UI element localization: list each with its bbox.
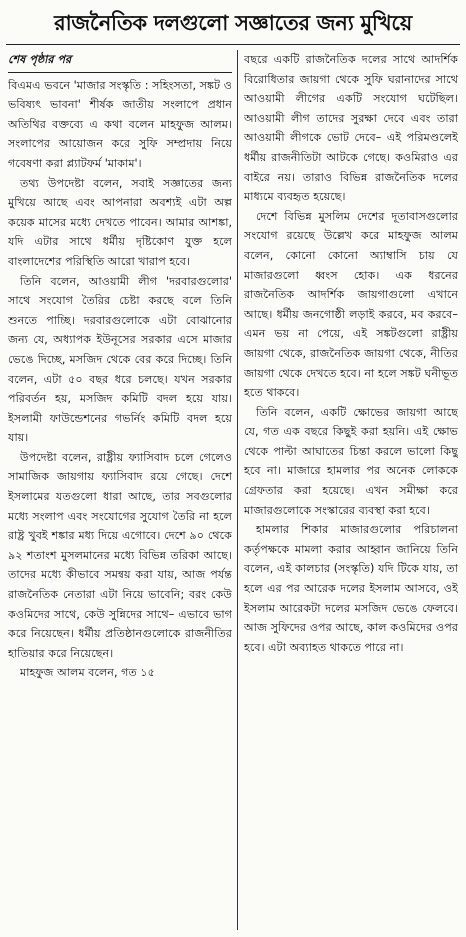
- headline-rule: [6, 44, 460, 45]
- left-column: [8, 50, 232, 931]
- paragraph: বিএমএ ভবনে 'মাজার সংস্কৃতি : সহিংসতা, সঙ্কট ও ভবিষ্যৎ ভাবনা' শীর্ষক জাতীয় সংলাপে প্রধান অতিথির বক্তব্যে এ কথা বলেন মাহফুজ আলম। সংলাপের আয়োজন করে সুফি সম্প্রদায় নিয়ে গবেষণা করা প্ল্যাটফর্ম 'মাকাম'।: [8, 78, 232, 170]
- paragraph: তিনি বলেন, আওয়ামী লীগ 'দরবারগুলোর' সাথে সংযোগ তৈরির চেষ্টা করছে বলে তিনি শুনতে পাচ্ছি। দরবারগুলোকে এটা বোঝানোর জন্য যে, অধ্যাপক ইউনূসের সরকার এসে মাজার ভেঙে দিচ্ছে, মসজিদ থেকে বের করে দিচ্ছে। তিনি বলেন, এটা ৫০ বছর ধরে চলছে। যখন সরকার পরিবর্তন হয়, মসজিদ কমিটি বদল হয়ে যায়। ইসলামী ফাউন্ডেশনের গভর্নিং কমিটি বদল হয়ে যায়।: [8, 274, 232, 445]
- column-divider: [237, 50, 238, 930]
- paragraph: তিনি বলেন, একটি ক্ষোভের জায়গা আছে যে, গত এক বছরে কিছুই করা হয়নি। এই ক্ষোভ থেকে পাল্টা আঘাতের চিন্তা করলে ভালো কিছু হবে না। মাজারে হামলার পর অনেক লোককে গ্রেফতার করা হয়েছে। এখন সমীক্ষা করে মাজারগুলোকে সংস্কারের ব্যবস্থা করা হবে।: [244, 405, 458, 517]
- paragraph: বছরে একটি রাজনৈতিক দলের সাথে আদর্শিক বিরোধিতার জায়গা থেকে সুফি ঘরানাদের সাথে আওয়ামী লীগের একটি সংযোগ ঘটেছিল। আওয়ামী লীগ তাদের সুরক্ষা দেবে এবং তারা আওয়ামী লীগকে ভোট দেবে– এই পরিমণ্ডলেই ধর্মীয় রাজনীতিটা আটকে গেছে। কওমিরাও এর বাইরে নয়। তারাও বিভিন্ন রাজনৈতিক দলের মাধ্যমে ব্যবহৃত হয়েছে।: [244, 53, 458, 204]
- continued-label: শেষ পৃষ্ঠার পর: [8, 53, 72, 66]
- continued-rule: [8, 72, 232, 73]
- paragraph: মাহফুজ আলম বলেন, গত ১৫: [20, 666, 155, 680]
- paragraph: হামলার শিকার মাজারগুলোর পরিচালনা কর্তৃপক্ষকে মামলা করার আহ্বান জানিয়ে তিনি বলেন, এই কালচার (সংস্কৃতি) যদি টিকে যায়, তা হলে এর পর আরেক দলের ইসলাম আসবে, ওই ইসলাম আরেকটা দলের মসজিদ ভেঙে ফেলবে। আজ সুফিদের ওপর আছে, কাল কওমিদের ওপর হবে। এটা অব্যাহত থাকতে পারে না।: [244, 523, 458, 654]
- paragraph: উপদেষ্টা বলেন, রাষ্ট্রীয় ফ্যাসিবাদ চলে গেলেও সামাজিক জায়গায় ফ্যাসিবাদ রয়ে গেছে। দেশে ইসলামের যতগুলো ধারা আছে, তার সবগুলোর মধ্যে সংলাপ এবং সংযোগের সুযোগ তৈরি না হলে রাষ্ট্র খুবই শঙ্কার মধ্য দিয়ে এগোবে। দেশে ৯০ থেকে ৯২ শতাংশ মুসলমানের মধ্যে বিভিন্ন তরিকা আছে। তাদের মধ্যে কীভাবে সমন্বয় করা যায়, আজ পর্যন্ত রাজনৈতিক নেতারা এটা নিয়ে ভাবেনি; বরং কেউ কওমিদের সাথে, কেউ সুন্নিদের সাথে– এভাবে ভাগ করে নিয়েছেন। ধর্মীয় প্রতিষ্ঠানগুলোকে রাজনীতির হাতিয়ার করে নিয়েছেন।: [8, 450, 232, 660]
- paragraph: তথ্য উপদেষ্টা বলেন, সবাই সজ্ঞাতের জন্য মুখিয়ে আছে এবং আপনারা অবশ্যই এটা অল্প কয়েক মাসের মধ্যে দেখতে পাবেন। আমার আশঙ্কা, যদি এটার সাথে ধর্মীয় দৃষ্টিকোণ যুক্ত হলে বাংলাদেশের পরিস্থিতি আরো খারাপ হবে।: [8, 176, 232, 268]
- headline: রাজনৈতিক দলগুলো সজ্ঞাতের জন্য মুখিয়ে: [54, 10, 412, 35]
- paragraph: দেশে বিভিন্ন মুসলিম দেশের দূতাবাসগুলোর সংযোগ রয়েছে উল্লেখ করে মাহফুজ আলম বলেন, কোনো কোনো অ্যাম্বাসি চায় যে মাজারগুলো ধ্বংস হোক। এক ধরনের রাজনৈতিক আদর্শিক জায়গাগুলো এখানে আছে। ধর্মীয় জনগোষ্ঠী লড়াই করবে, মব করবে– এমন ভয় না পেয়ে, এই সঙ্কটগুলো রাষ্ট্রীয় জায়গা থেকে, রাজনৈতিক জায়গা থেকে, নীতির জায়গা থেকে দেখতে হবে। না হলে সঙ্কট ঘনীভূত হতে থাকবে।: [244, 209, 458, 400]
- right-column: [244, 50, 458, 931]
